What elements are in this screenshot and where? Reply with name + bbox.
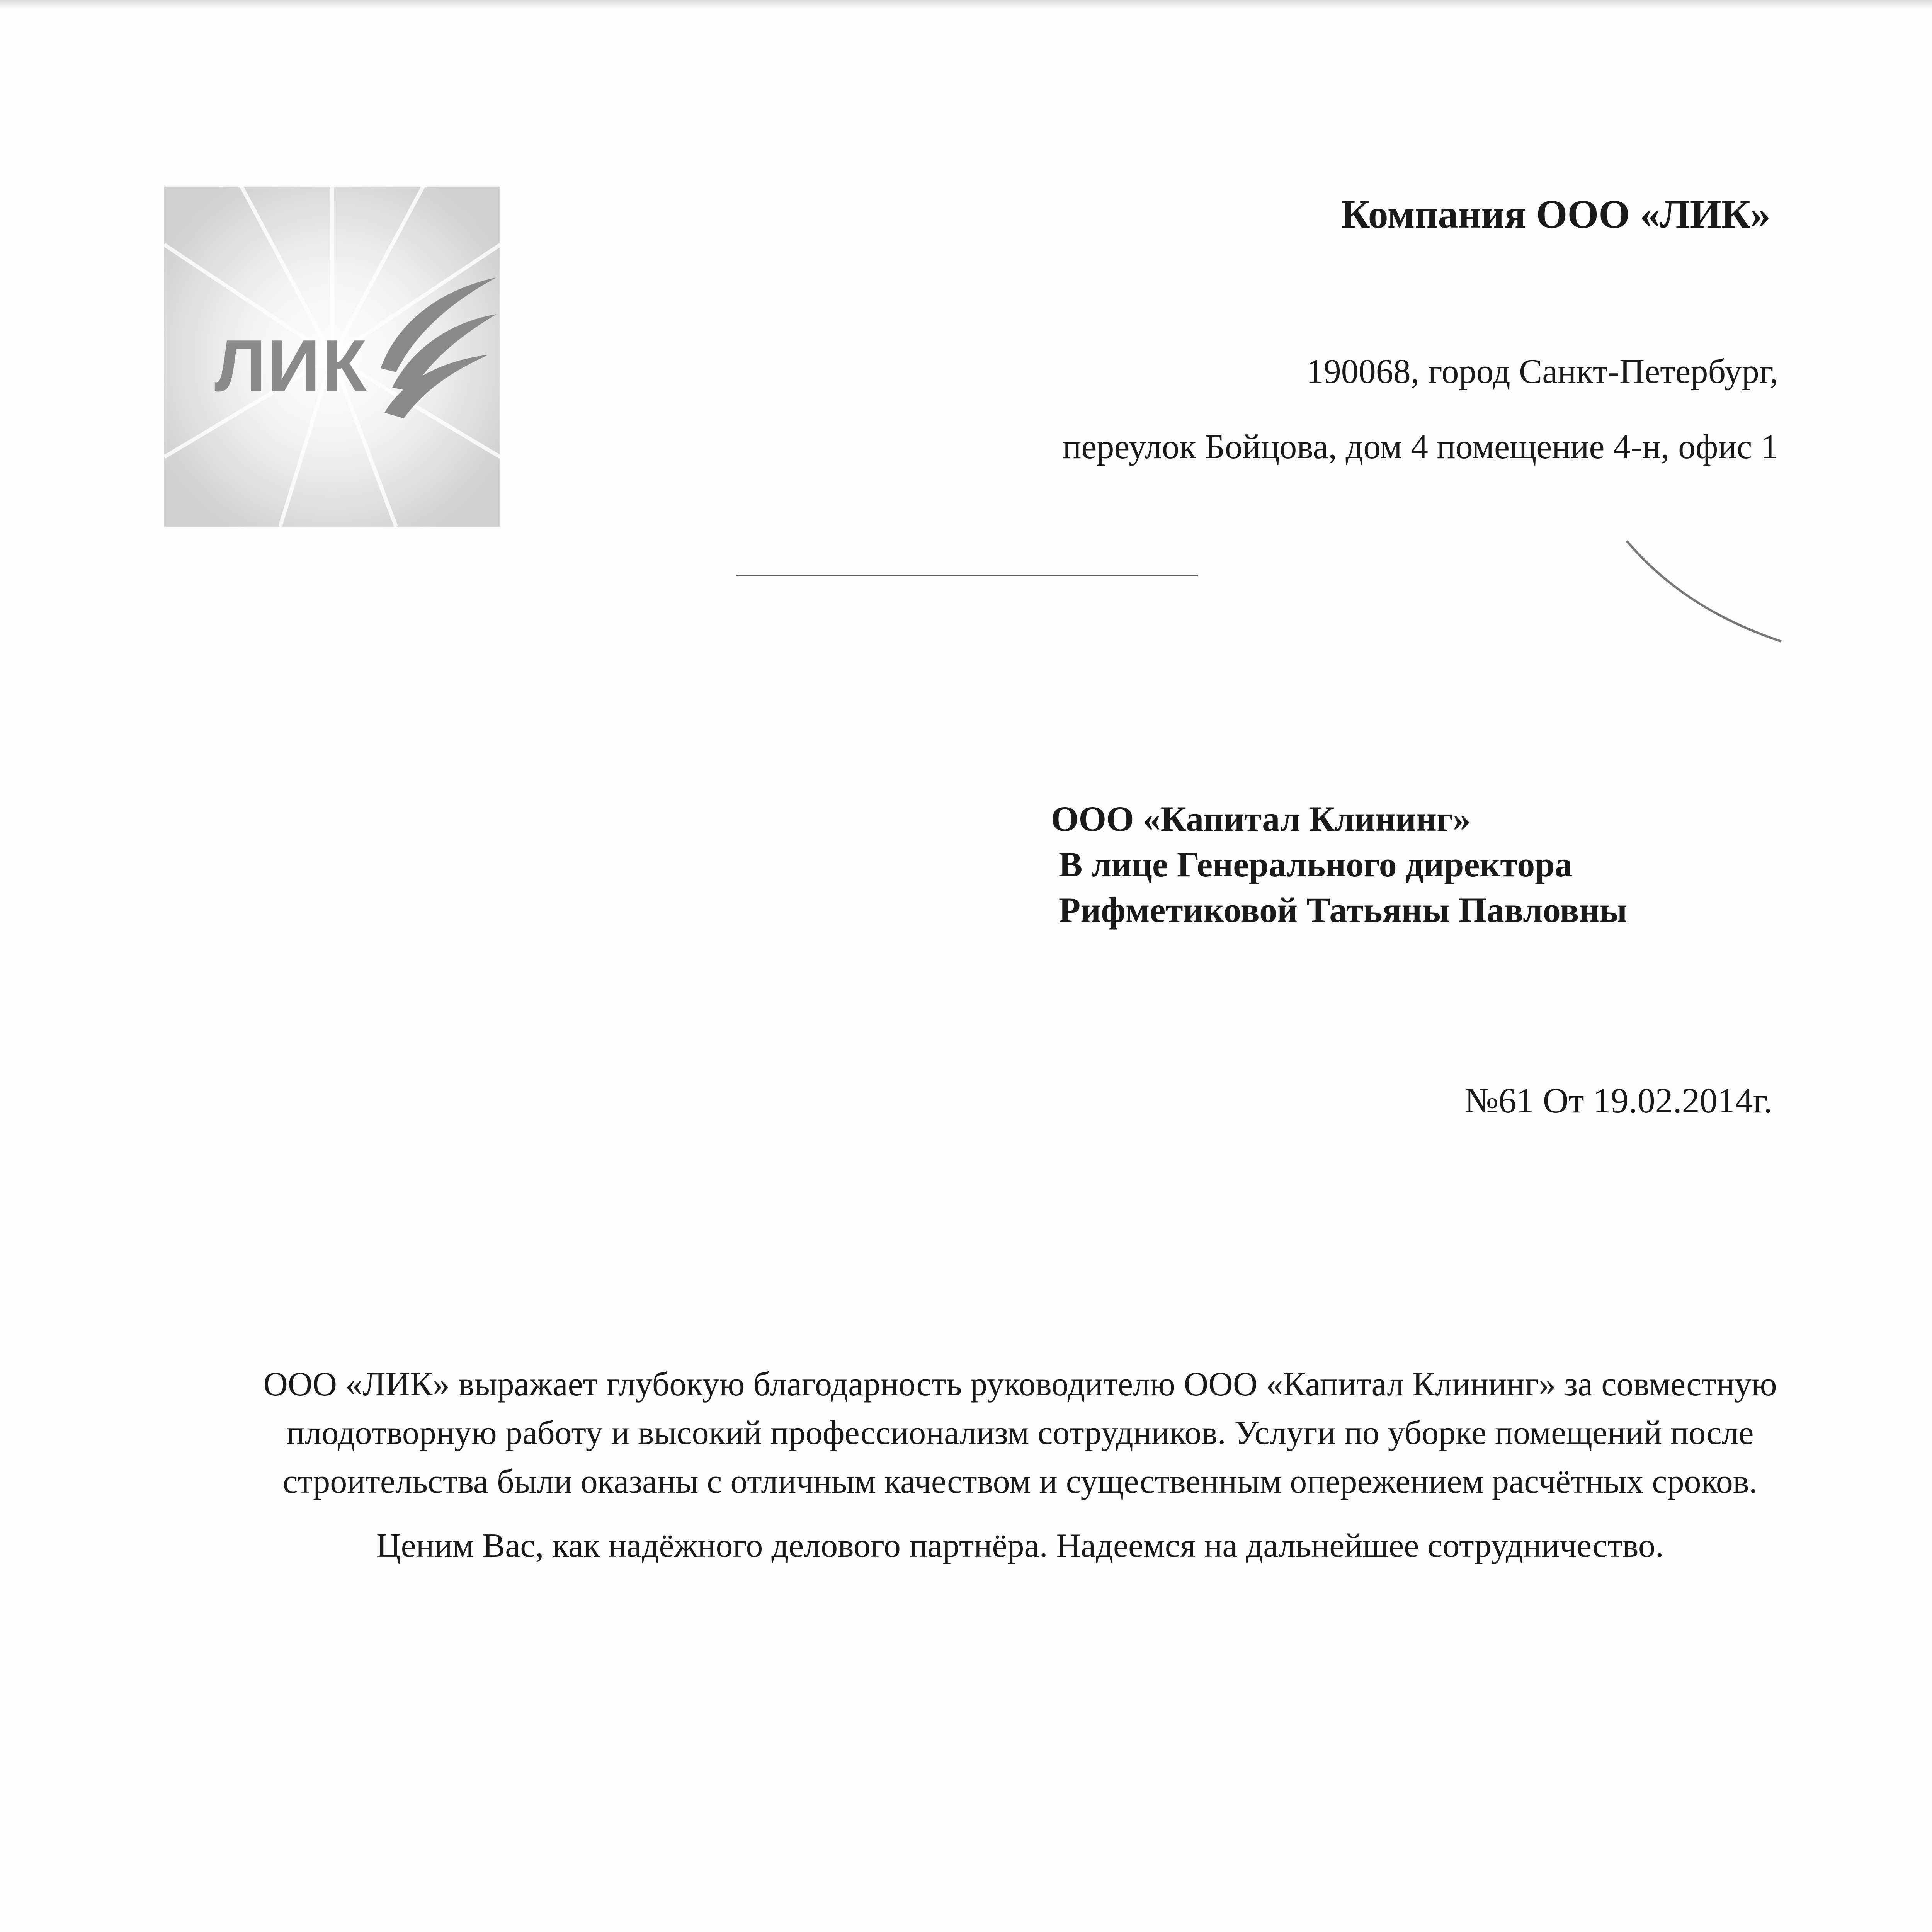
document-number: №61 От 19.02.2014г. xyxy=(1464,1081,1772,1120)
recipient-block xyxy=(1051,796,1627,933)
scan-edge-top xyxy=(0,0,1932,9)
header-divider xyxy=(736,575,1198,576)
body-paragraph-1: ООО «ЛИК» выражает глубокую благодарность руководителю ООО «Капитал Клининг» за совместную плодотворную работу и высокий профессионализм сотрудников. Услуги по уборке помещений после строительства были оказаны с отличным качеством и существенным опережением расчётных сроков. xyxy=(263,1366,1777,1500)
recipient-position: В лице Генерального директора xyxy=(1059,845,1573,884)
body-paragraph-2: Ценим Вас, как надёжного делового партнёра. Надеемся на дальнейшее сотрудничество. xyxy=(376,1527,1664,1565)
recipient-company: ООО «Капитал Клининг» xyxy=(1051,799,1471,838)
logo-wordmark: ЛИК xyxy=(214,325,368,407)
recipient-name: Рифметиковой Татьяны Павловны xyxy=(1059,890,1628,930)
company-logo xyxy=(164,187,500,527)
pen-mark-icon xyxy=(1623,533,1785,645)
address-line-1: 190068, город Санкт-Петербург, xyxy=(1306,352,1778,391)
address-line-2: переулок Бойцова, дом 4 помещение 4-н, офис 1 xyxy=(1063,428,1778,466)
company-name: Компания ООО «ЛИК» xyxy=(1341,192,1770,236)
letter-body xyxy=(255,1360,1785,1570)
